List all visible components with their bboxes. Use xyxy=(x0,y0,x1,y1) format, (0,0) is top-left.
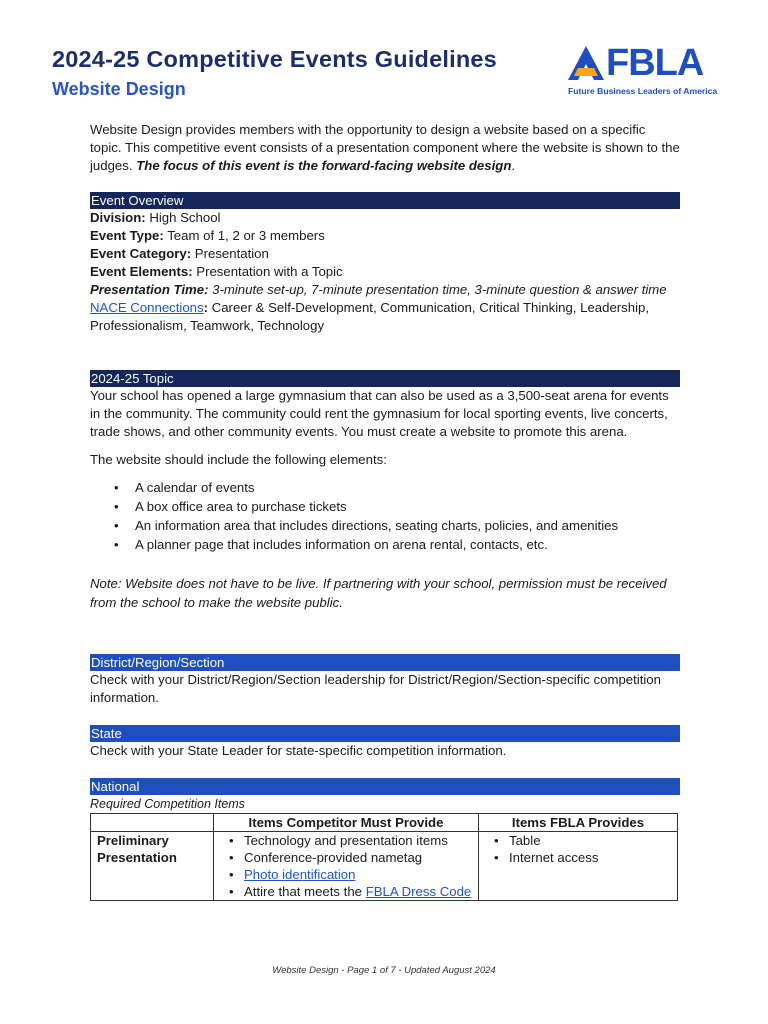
list-item: • Internet access xyxy=(485,849,671,866)
list-item: • Attire that meets the FBLA Dress Code xyxy=(220,883,472,900)
overview-row-event-type: Event Type: Team of 1, 2 or 3 members xyxy=(90,228,325,243)
fbla-items-cell xyxy=(479,832,678,901)
intro-section xyxy=(90,121,680,175)
district-heading: District/Region/Section xyxy=(90,654,680,671)
list-item: • A calendar of events xyxy=(90,479,680,498)
topic-heading: 2024-25 Topic xyxy=(90,370,680,387)
list-item: • Table xyxy=(485,832,671,849)
row-label-preliminary-presentation: Preliminary Presentation xyxy=(91,832,214,901)
competitor-items-cell xyxy=(214,832,479,901)
topic-elements-intro: The website should include the following elements: xyxy=(90,452,387,467)
table-header-row xyxy=(91,814,678,832)
intro-emphasis: The focus of this event is the forward-facing website design xyxy=(136,158,512,173)
state-text: Check with your State Leader for state-specific competition information. xyxy=(90,743,507,758)
district-section xyxy=(90,654,680,707)
fbla-logo-icon xyxy=(566,44,606,84)
event-overview-heading: Event Overview xyxy=(90,192,680,209)
district-text: Check with your District/Region/Section leadership for District/Region/Section-specific competition information. xyxy=(90,672,661,705)
event-overview-section xyxy=(90,192,680,335)
list-item: • A planner page that includes information on arena rental, contacts, etc. xyxy=(90,536,680,555)
page-title: 2024-25 Competitive Events Guidelines xyxy=(52,46,497,72)
page-footer: Website Design - Page 1 of 7 - Updated August 2024 xyxy=(272,965,496,976)
list-item: • A box office area to purchase tickets xyxy=(90,498,680,517)
list-item: • Conference-provided nametag xyxy=(220,849,472,866)
state-heading: State xyxy=(90,725,680,742)
page-subtitle: Website Design xyxy=(52,79,186,99)
national-heading: National xyxy=(90,778,680,795)
competition-items-table xyxy=(90,813,678,901)
overview-row-event-elements: Event Elements: Presentation with a Topic xyxy=(90,264,343,279)
fbla-logo xyxy=(566,42,726,100)
fbla-dress-code-link[interactable]: FBLA Dress Code xyxy=(365,884,472,899)
list-item xyxy=(220,866,472,883)
overview-nace: NACE Connections: Career & Self-Development, Communication, Critical Thinking, Leadership, Professionalism, Teamwork, Technology xyxy=(90,300,650,333)
nace-connections-link[interactable]: NACE Connections xyxy=(90,300,204,315)
topic-paragraph: Your school has opened a large gymnasium that can also be used as a 3,500-seat arena for events in the community. The community could rent the gymnasium for local sporting events, live concerts, trade shows, and other community events. You must create a website to promote this arena. xyxy=(90,388,669,439)
logo-tagline: Future Business Leaders of America xyxy=(568,86,718,96)
intro-paragraph: Website Design provides members with the opportunity to design a website based on a specific topic. This competitive event consists of a presentation component where the website is shown to the judges. The focus of this event is the forward-facing website design. xyxy=(90,122,680,173)
national-section xyxy=(90,778,680,901)
state-section xyxy=(90,725,680,760)
overview-row-division: Division: High School xyxy=(90,210,221,225)
overview-row-event-category: Event Category: Presentation xyxy=(90,246,269,261)
logo-wordmark: FBLA xyxy=(606,42,704,84)
topic-section xyxy=(90,370,680,612)
national-subheading: Required Competition Items xyxy=(90,797,245,811)
topic-note: Note: Website does not have to be live. If partnering with your school, permission must be received from the school to make the website public. xyxy=(90,576,667,610)
overview-presentation-time: Presentation Time: 3-minute set-up, 7-minute presentation time, 3-minute question & answer time xyxy=(90,282,667,297)
photo-identification-link[interactable]: Photo identification xyxy=(244,867,356,882)
list-item: • Technology and presentation items xyxy=(220,832,472,849)
table-header-cell xyxy=(91,814,214,832)
list-item: • An information area that includes directions, seating charts, policies, and amenities xyxy=(90,517,680,536)
table-row xyxy=(91,832,678,901)
table-header-cell: Items Competitor Must Provide xyxy=(214,814,479,832)
topic-elements-list xyxy=(90,479,680,555)
table-header-cell: Items FBLA Provides xyxy=(479,814,678,832)
